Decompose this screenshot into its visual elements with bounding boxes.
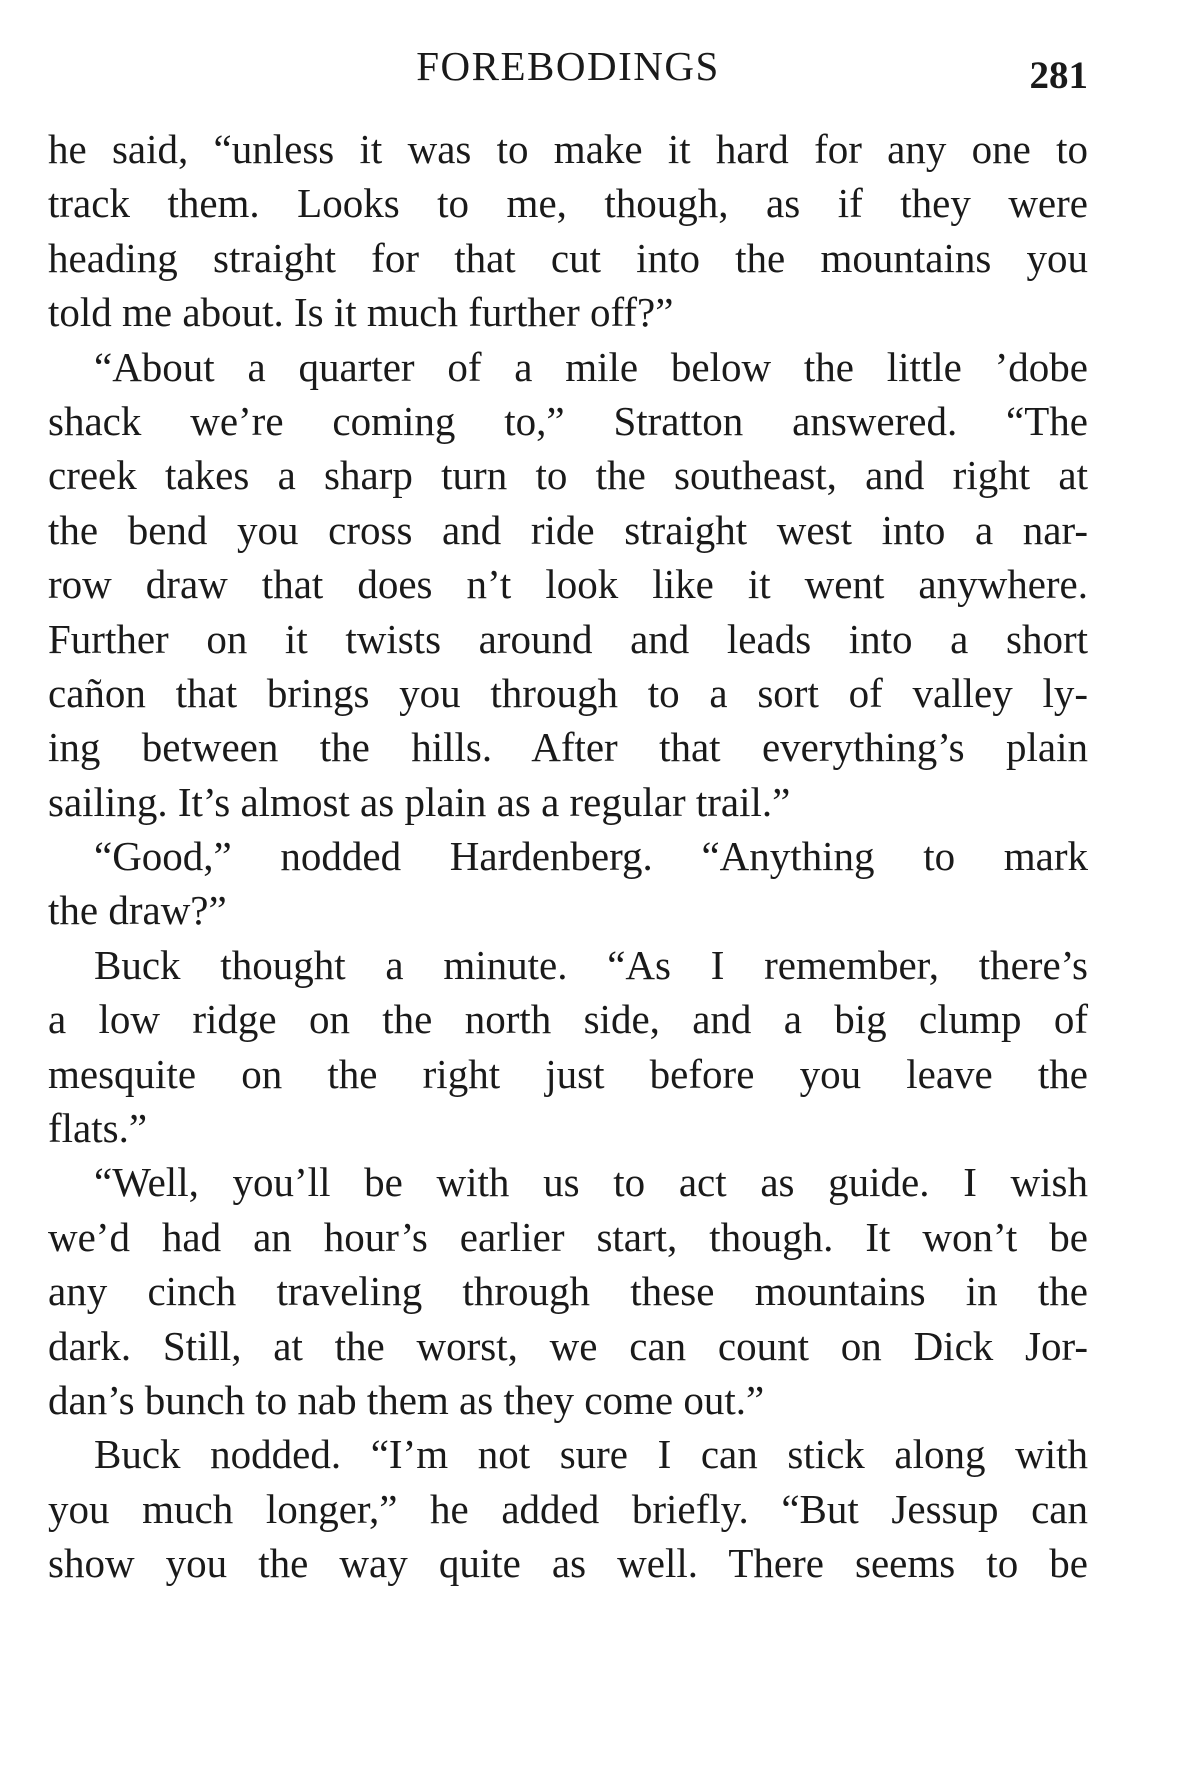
text-line: a low ridge on the north side, and a big clump of — [48, 996, 1088, 1043]
text-line: ing between the hills. After that everything’s plain — [48, 724, 1088, 771]
text-line: the bend you cross and ride straight west into a nar- — [48, 506, 1088, 553]
text-line: “Well, you’ll be with us to act as guide. I wish — [94, 1159, 1088, 1206]
running-head — [48, 38, 1088, 98]
text-line: the draw?” — [48, 887, 227, 934]
text-line: Further on it twists around and leads into a short — [48, 615, 1088, 662]
text-line: creek takes a sharp turn to the southeast, and right at — [48, 452, 1088, 499]
text-line: “Good,” nodded Hardenberg. “Anything to mark — [94, 833, 1088, 880]
text-line: dark. Still, at the worst, we can count on Dick Jor- — [48, 1322, 1088, 1369]
page-number: 281 — [1029, 54, 1088, 97]
text-line: sailing. It’s almost as plain as a regular trail.” — [48, 778, 791, 825]
text-line: Buck nodded. “I’m not sure I can stick along with — [94, 1431, 1088, 1478]
text-line: row draw that does n’t look like it went anywhere. — [48, 561, 1088, 608]
chapter-title: FOREBODINGS — [416, 43, 720, 89]
text-line: you much longer,” he added briefly. “But Jessup can — [48, 1485, 1088, 1532]
text-line: flats.” — [48, 1105, 148, 1152]
text-line: mesquite on the right just before you leave the — [48, 1050, 1088, 1097]
text-line: show you the way quite as well. There seems to be — [48, 1540, 1088, 1587]
text-line: dan’s bunch to nab them as they come out.” — [48, 1376, 765, 1423]
text-line: shack we’re coming to,” Stratton answered. “The — [48, 397, 1088, 444]
text-line: Buck thought a minute. “As I remember, there’s — [94, 941, 1088, 988]
text-line: told me about. Is it much further off?” — [48, 289, 674, 336]
text-line: track them. Looks to me, though, as if they were — [48, 180, 1088, 227]
text-line: cañon that brings you through to a sort of valley ly- — [48, 669, 1088, 716]
text-line: “About a quarter of a mile below the little ’dobe — [94, 343, 1088, 390]
text-line: we’d had an hour’s earlier start, though. It won’t be — [48, 1213, 1088, 1260]
text-line: heading straight for that cut into the mountains you — [48, 234, 1088, 281]
text-line: he said, “unless it was to make it hard for any one to — [48, 126, 1088, 172]
body-text — [48, 122, 1088, 1591]
text-line: any cinch traveling through these mountains in the — [48, 1268, 1088, 1315]
